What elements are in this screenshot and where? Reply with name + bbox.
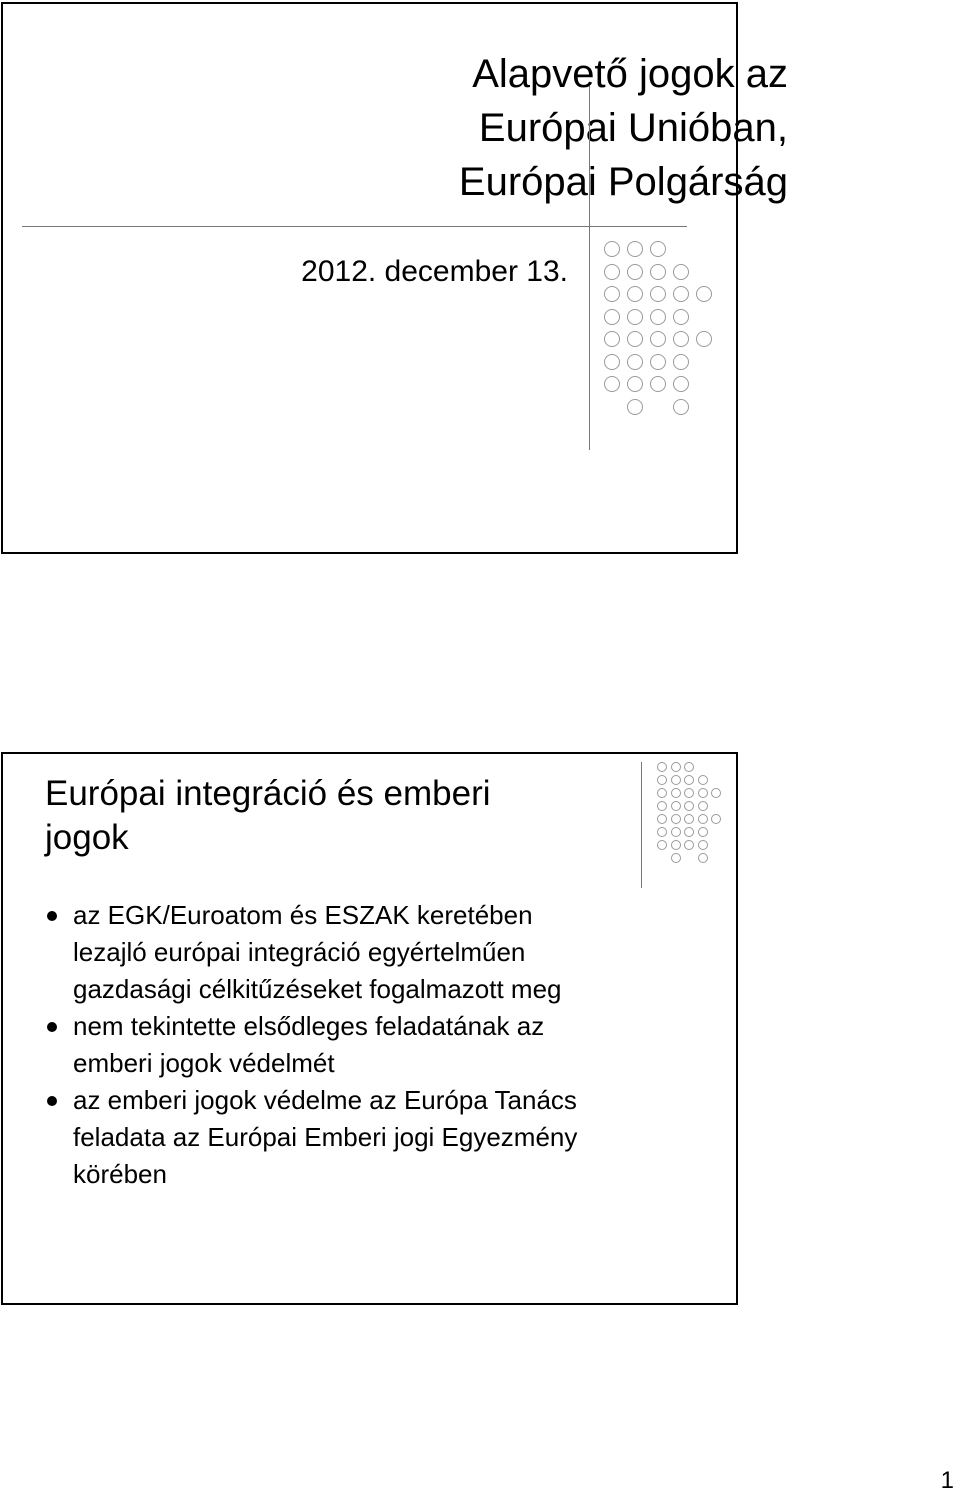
bullet-line: nem tekintette elsődleges feladatának az [73, 1011, 545, 1041]
circle-dot [698, 827, 708, 837]
circle-dot [604, 331, 620, 347]
circle-dot [673, 286, 689, 302]
circle-dot [696, 286, 712, 302]
circle-dot [657, 775, 667, 785]
circle-dot [673, 309, 689, 325]
circle-dot [627, 241, 643, 257]
circle-dot [684, 827, 694, 837]
circle-dot [627, 286, 643, 302]
circle-dot [671, 853, 681, 863]
circle-dot [711, 788, 721, 798]
circle-dot [657, 827, 667, 837]
bullet-dot-icon [47, 911, 57, 921]
circle-dot [650, 376, 666, 392]
circle-dot [684, 814, 694, 824]
circle-dot [671, 814, 681, 824]
circle-dot [673, 376, 689, 392]
circle-dot [627, 354, 643, 370]
bullet-line: lezajló európai integráció egyértelműen [73, 937, 526, 967]
circle-dot [698, 853, 708, 863]
circle-dot [604, 354, 620, 370]
slide-1-title-line: Alapvető jogok az [472, 52, 788, 96]
circle-dot [696, 331, 712, 347]
circle-dot [671, 788, 681, 798]
circle-dot [650, 264, 666, 280]
circle-dot [604, 309, 620, 325]
slide-1-title [40, 47, 788, 209]
bullet-line: gazdasági célkitűzéseket fogalmazott meg [73, 974, 562, 1004]
bullet-line: emberi jogok védelmét [73, 1048, 335, 1078]
circle-dot [698, 788, 708, 798]
bullet-line: feladata az Európai Emberi jogi Egyezmény [73, 1122, 578, 1152]
slide-2-title [45, 772, 635, 860]
circle-dot [650, 286, 666, 302]
slide-2-title-line: jogok [45, 818, 129, 857]
bullet-line: az emberi jogok védelme az Európa Tanács [73, 1085, 577, 1115]
circle-dot [684, 775, 694, 785]
circle-dot [671, 801, 681, 811]
circle-grid-icon [657, 762, 725, 872]
slide-1-date: 2012. december 13. [301, 255, 568, 288]
circle-dot [604, 241, 620, 257]
circle-dot [650, 241, 666, 257]
circle-dot [657, 814, 667, 824]
circle-dot [657, 801, 667, 811]
circle-dot [650, 309, 666, 325]
circle-dot [671, 775, 681, 785]
circle-dot [604, 286, 620, 302]
slide-1-title-line: Európai Polgárság [458, 160, 788, 204]
bullet-line: az EGK/Euroatom és ESZAK keretében [73, 900, 533, 930]
bullet-dot-icon [47, 1022, 57, 1032]
slide-1-vertical-rule [589, 86, 590, 450]
circle-dot [711, 814, 721, 824]
circle-dot [627, 399, 643, 415]
circle-dot [684, 788, 694, 798]
circle-dot [671, 762, 681, 772]
circle-dot [657, 840, 667, 850]
circle-dot [698, 801, 708, 811]
bullet-item [40, 1008, 700, 1082]
circle-dot [604, 376, 620, 392]
bullet-item [40, 897, 700, 1008]
circle-dot [698, 840, 708, 850]
slide-1-horizontal-rule [22, 226, 687, 227]
bullet-line: körében [73, 1159, 167, 1189]
slide-1-title-line: Európai Unióban, [478, 106, 788, 150]
circle-dot [627, 331, 643, 347]
circle-dot [671, 840, 681, 850]
slide-2-vertical-rule [641, 762, 642, 888]
page-number: 1 [940, 1467, 954, 1494]
circle-dot [684, 840, 694, 850]
circle-dot [627, 309, 643, 325]
circle-dot [657, 788, 667, 798]
circle-dot [627, 264, 643, 280]
circle-dot [698, 814, 708, 824]
circle-dot [684, 801, 694, 811]
bullet-item [40, 1082, 700, 1193]
bullet-dot-icon [47, 1096, 57, 1106]
circle-dot [671, 827, 681, 837]
circle-dot [673, 399, 689, 415]
circle-dot [604, 264, 620, 280]
circle-dot [627, 376, 643, 392]
circle-dot [673, 264, 689, 280]
circle-dot [650, 331, 666, 347]
circle-dot [650, 354, 666, 370]
circle-grid-icon [604, 241, 716, 421]
circle-dot [657, 762, 667, 772]
circle-dot [684, 762, 694, 772]
circle-dot [673, 331, 689, 347]
slide-2-bullet-list [40, 897, 700, 1193]
circle-dot [673, 354, 689, 370]
slide-2-title-line: Európai integráció és emberi [45, 774, 491, 813]
circle-dot [698, 775, 708, 785]
